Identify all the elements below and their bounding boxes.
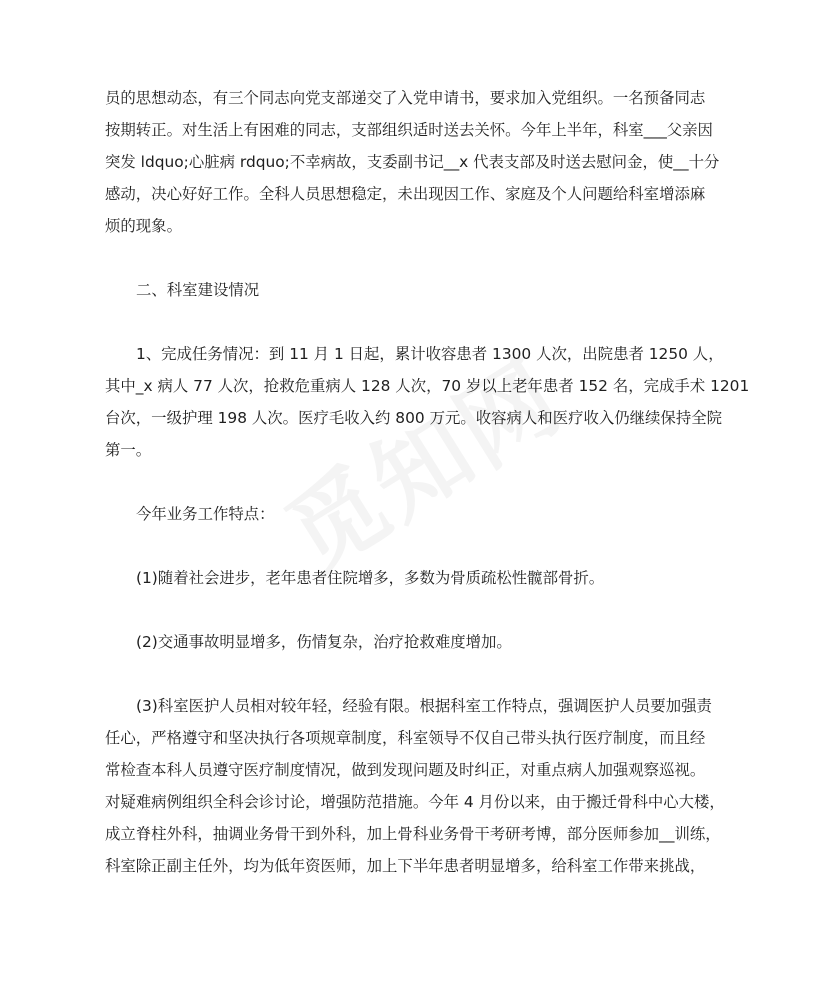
text-line: 成立脊柱外科，抽调业务骨干到外科，加上骨科业务骨干考研考博，部分医师参加__训练， (105, 825, 721, 843)
feature-item-1: (1)随着社会进步，老年患者住院增多，多数为骨质疏松性髋部骨折。 (136, 569, 605, 587)
text-line: 烦的现象。 (105, 217, 182, 235)
text-line: 1、完成任务情况：到 11 月 1 日起，累计收容患者 1300 人次，出院患者 1250 人， (136, 345, 724, 363)
paragraph-gap (105, 466, 729, 498)
paragraph-gap (105, 306, 729, 338)
text-line: 常检查本科人员遵守医疗制度情况，做到发现问题及时纠正，对重点病人加强观察巡视。 (105, 761, 706, 779)
paragraph-gap (105, 594, 729, 626)
paragraph-party-work (105, 82, 729, 242)
text-line: 突发 ldquo;心脏病 rdquo;不幸病故，支委副书记__x 代表支部及时送去慰问金，使__十分 (105, 153, 720, 171)
paragraph-task-completion (105, 338, 750, 466)
text-line: 任心，严格遵守和坚决执行各项规章制度，科室领导不仅自己带头执行医疗制度，而且经 (105, 729, 706, 747)
section-heading: 二、科室建设情况 (136, 281, 260, 299)
text-line: 台次，一级护理 198 人次。医疗毛收入约 800 万元。收容病人和医疗收入仍继续保持全院 (105, 409, 722, 427)
paragraph-gap (105, 242, 729, 274)
text-line: 感动，决心好好工作。全科人员思想稳定，未出现因工作、家庭及个人问题给科室增添麻 (105, 185, 706, 203)
text-line: (3)科室医护人员相对较年轻，经验有限。根据科室工作特点，强调医护人员要加强责 (136, 697, 712, 715)
paragraph-gap (105, 530, 729, 562)
text-line: 对疑难病例组织全科会诊讨论，增强防范措施。今年 4 月份以来，由于搬迁骨科中心大楼， (105, 793, 725, 811)
features-title: 今年业务工作特点： (136, 505, 275, 523)
text-line: 第一。 (105, 441, 152, 459)
feature-item-3 (105, 690, 729, 882)
text-line: 按期转正。对生活上有困难的同志，支部组织适时送去关怀。今年上半年，科室___父亲因 (105, 121, 713, 139)
feature-item-2: (2)交通事故明显增多，伤情复杂，治疗抢救难度增加。 (136, 633, 512, 651)
text-line: 其中_x 病人 77 人次，抢救危重病人 128 人次，70 岁以上老年患者 152 名，完成手术 1201 (105, 377, 750, 395)
document-body (105, 82, 750, 882)
paragraph-gap (105, 658, 729, 690)
text-line: 科室除正副主任外，均为低年资医师，加上下半年患者明显增多，给科室工作带来挑战， (105, 857, 706, 875)
text-line: 员的思想动态，有三个同志向党支部递交了入党申请书，要求加入党组织。一名预备同志 (105, 89, 706, 107)
